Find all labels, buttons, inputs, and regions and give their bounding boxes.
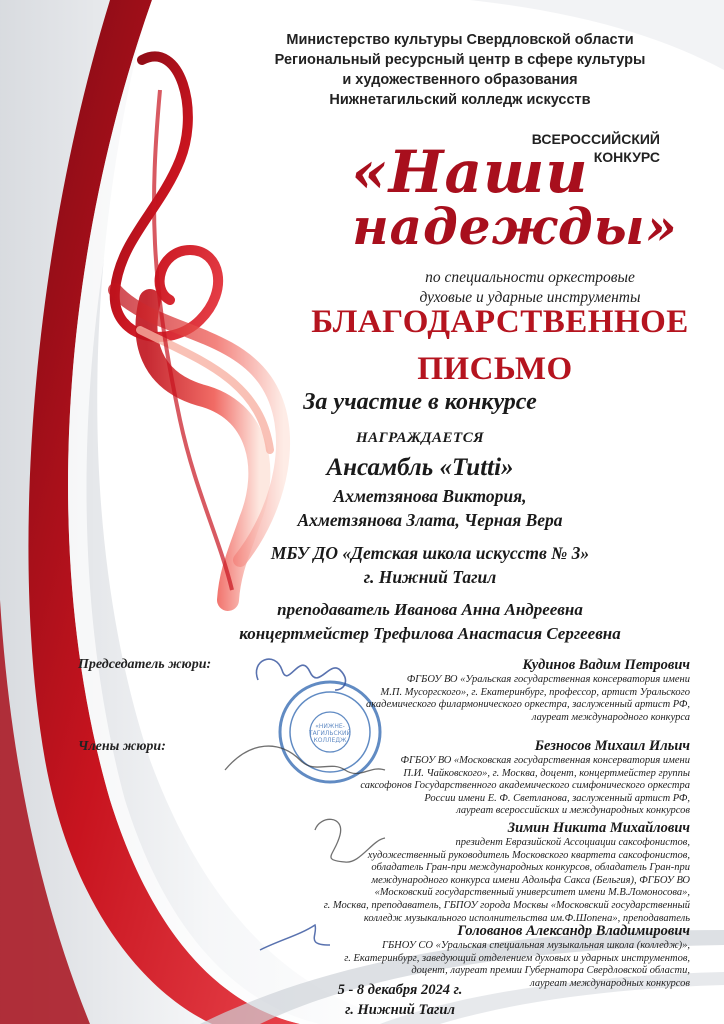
dates-line: 5 - 8 декабря 2024 г. <box>337 982 463 998</box>
jury-name: Кудинов Вадим Петрович <box>522 657 690 673</box>
jury-member <box>290 737 690 818</box>
members-line: Ахметзянова Виктория, <box>333 486 527 506</box>
jury-desc-line: России имени Е. Ф. Светланова, заслуженный артист РФ, <box>424 792 690 804</box>
jury-desc-line: лауреат международного конкурса <box>531 711 690 723</box>
teacher-name: преподаватель Иванова Анна Андреевна <box>277 600 583 619</box>
organizer-line: Региональный ресурсный центр в сфере культуры <box>274 52 646 68</box>
jury-desc-line: президент Евразийской Ассоциации саксофонистов, <box>455 837 690 848</box>
jury-desc-line: саксофонов Государственного академического симфонического оркестра <box>360 780 690 792</box>
contest-title-line1: «Наши <box>351 138 589 206</box>
school-city: г. Нижний Тагил <box>363 567 497 587</box>
document-title-line1: БЛАГОДАРСТВЕННОЕ <box>311 304 689 340</box>
jury-desc-line: М.П. Мусоргского», г. Екатеринбург, профессор, артист Уральского <box>380 686 690 698</box>
organizer-line: Министерство культуры Свердловской области <box>286 32 634 48</box>
accompanist-name: концертмейстер Трефилова Анастасия Сергеевна <box>239 624 621 643</box>
jury-desc-line: ГБНОУ СО «Уральская специальная музыкальная школа (колледж)», <box>381 940 690 951</box>
jury-desc-line: П.И. Чайковского», г. Москва, доцент, концертмейстер группы <box>403 767 690 779</box>
svg-text:ТАГИЛЬСКИЙ: ТАГИЛЬСКИЙ <box>309 730 351 737</box>
document-title-line2: ПИСЬМО <box>417 351 573 387</box>
jury-desc-line: международного конкурса имени Адольфа Сакса (Бельгия), ФГБОУ ВО <box>371 874 690 886</box>
school-info <box>210 541 650 589</box>
organizer-line: и художественного образования <box>342 72 578 88</box>
jury-desc-line: колледж музыкального исполнительства им.Ф.Шопена», преподаватель <box>363 912 690 924</box>
specialty-line: духовые и ударные инструменты <box>419 289 641 306</box>
members-line: Ахметзянова Злата, Черная Вера <box>297 510 563 530</box>
jury-chair-label: Председатель жюри: <box>78 657 212 672</box>
jury-desc-line: художественный руководитель Московского квартета саксофонистов, <box>367 849 690 861</box>
jury-chair <box>290 656 690 724</box>
organizers-block <box>230 30 690 110</box>
recipient-name: Ансамбль «Tutti» <box>326 454 514 481</box>
event-dates <box>250 980 550 1020</box>
svg-text:КОЛЛЕДЖ: КОЛЛЕДЖ <box>313 737 347 744</box>
jury-desc-line: г. Москва, преподаватель, ГБПОУ города Москвы «Московский государственный <box>323 899 690 911</box>
award-reason: За участие в конкурсе <box>303 389 537 415</box>
jury-desc-line: «Московский государственный университет имени М.В.Ломоносова», <box>374 887 690 899</box>
jury-name: Голованов Александр Владимирович <box>457 923 690 939</box>
jury-desc-line: г. Екатеринбург, заведующий отделением духовых и ударных инструментов, <box>344 952 690 964</box>
teachers-info <box>180 598 680 646</box>
jury-desc-line: лауреат международных конкурсов <box>530 977 690 989</box>
recipient-members <box>220 484 640 532</box>
school-name: МБУ ДО «Детская школа искусств № 3» <box>270 543 590 563</box>
jury-members-label: Члены жюри: <box>78 739 166 754</box>
contest-label-line: ВСЕРОССИЙСКИЙ <box>531 131 660 147</box>
specialty-line: по специальности оркестровые <box>425 269 635 286</box>
jury-desc-line: лауреат всероссийских и международных конкурсов <box>456 805 690 817</box>
city-line: г. Нижний Тагил <box>345 1002 455 1018</box>
jury-desc-line: ФГБОУ ВО «Московская государственная консерватория имени <box>400 755 690 766</box>
jury-desc-line: доцент, лауреат премии Губернатора Свердловской области, <box>411 965 690 977</box>
jury-name: Зимин Никита Михайлович <box>507 820 690 836</box>
jury-desc-line: ФГБОУ ВО «Уральская государственная консерватория имени <box>406 674 690 685</box>
svg-text:«НИЖНЕ-: «НИЖНЕ- <box>315 723 345 730</box>
specialty <box>360 268 700 308</box>
jury-member <box>250 819 690 925</box>
jury-name: Безносов Михаил Ильич <box>534 738 690 754</box>
jury-desc-line: обладатель Гран-при международных конкурсов, обладатель Гран-при <box>371 862 690 874</box>
organizer-line: Нижнетагильский колледж искусств <box>329 92 591 108</box>
contest-label-line: КОНКУРС <box>593 149 660 165</box>
awarded-label: НАГРАЖДАЕТСЯ <box>355 430 485 446</box>
contest-title-line2: надежды» <box>352 197 678 256</box>
jury-desc-line: академического филармонического оркестра, заслуженный артист РФ, <box>365 699 690 711</box>
